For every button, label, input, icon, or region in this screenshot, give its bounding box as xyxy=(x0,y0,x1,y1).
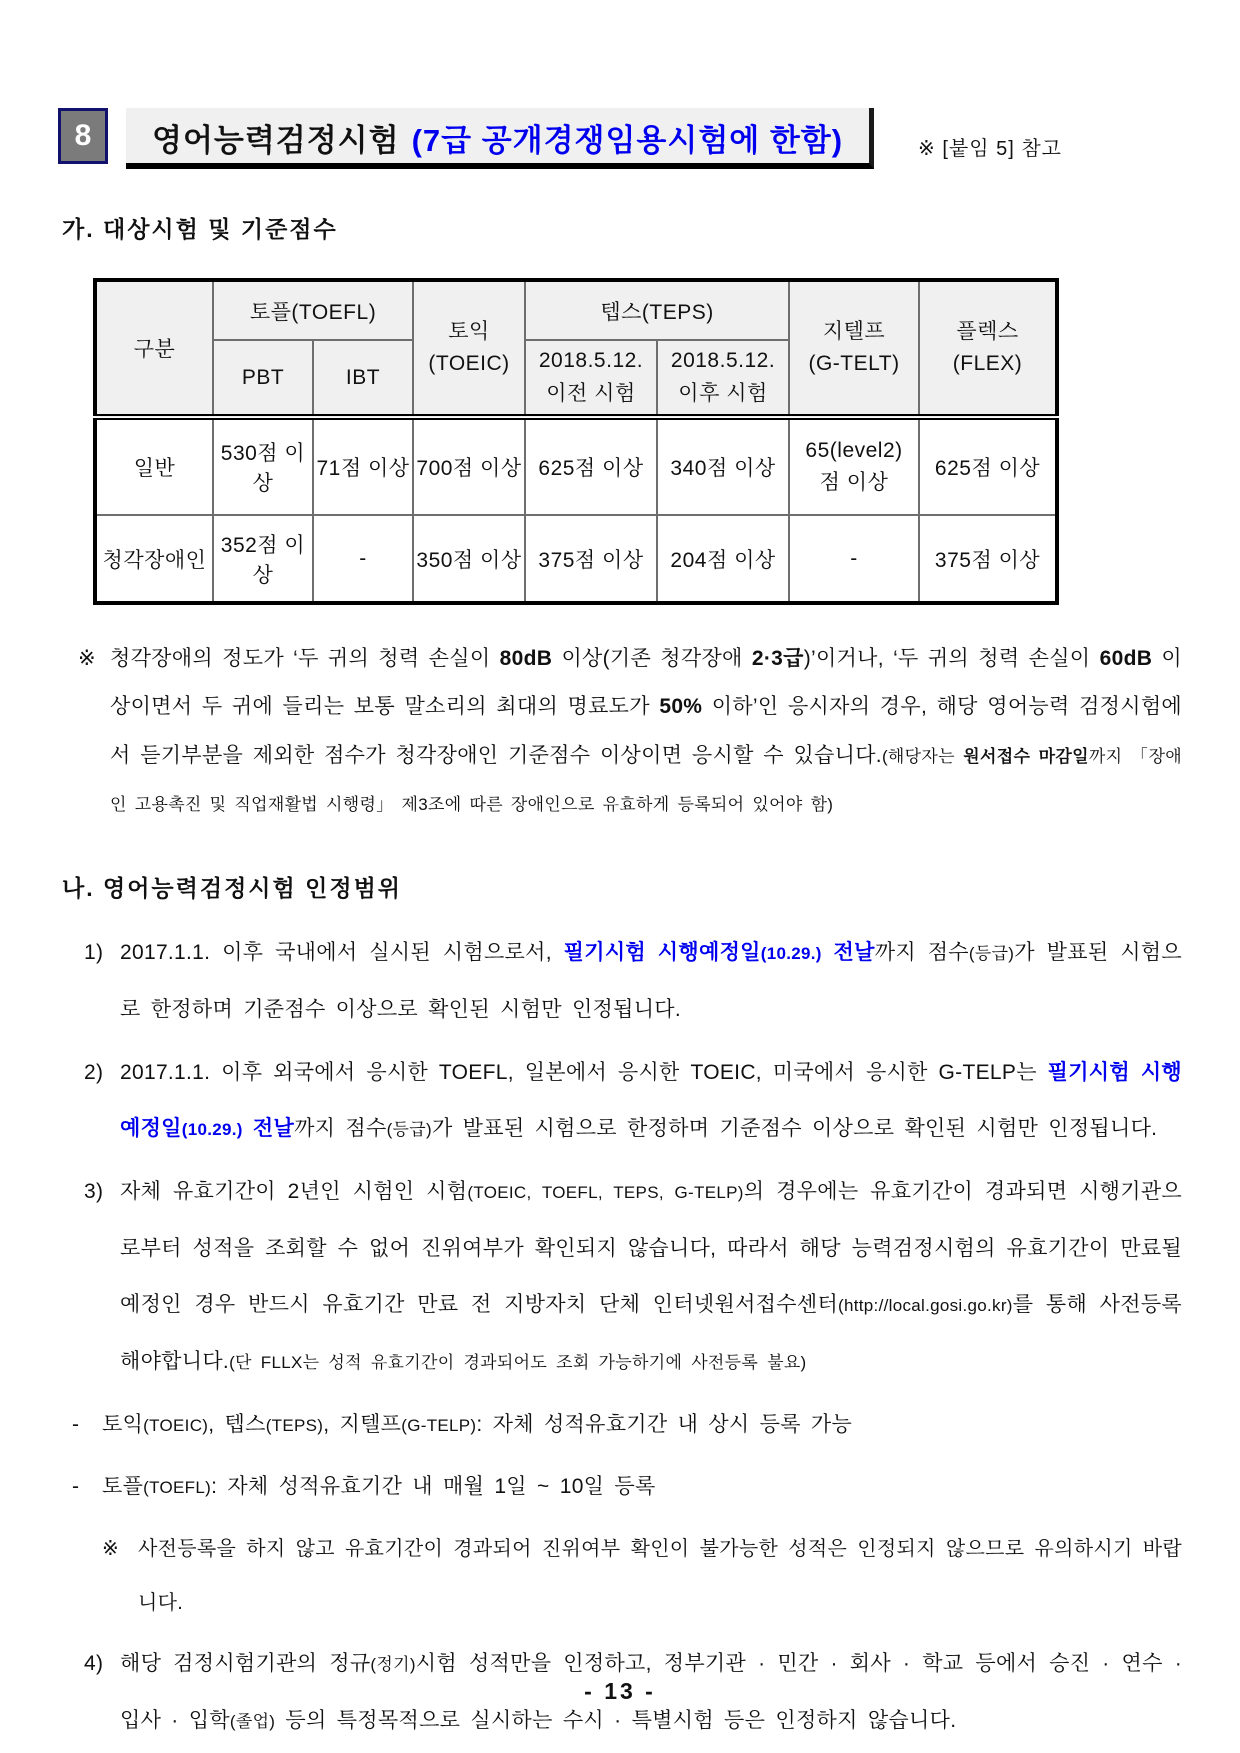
col-header-ibt: IBT xyxy=(313,340,413,417)
cell-teps-after: 204점 이상 xyxy=(657,515,789,603)
col-header-pbt: PBT xyxy=(213,340,313,417)
section-number-box xyxy=(58,108,108,164)
col-header-gtelt-line2: (G-TELT) xyxy=(808,352,900,376)
criteria-table xyxy=(93,278,1059,605)
row-label: 일반 xyxy=(95,417,213,515)
cell-gtelt-line1: 65(level2) xyxy=(805,438,903,462)
subsection-b-heading: 나. 영어능력검정시험 인정범위 xyxy=(62,875,403,902)
cell-toeic: 700점 이상 xyxy=(413,417,525,515)
cell-toefl-ibt: - xyxy=(313,515,413,603)
col-header-toeic-line2: (TOEIC) xyxy=(428,352,510,376)
asterisk-marker: ※ xyxy=(78,647,96,671)
cell-toefl-pbt: 530점 이상 xyxy=(213,417,313,515)
cell-gtelt: - xyxy=(789,515,919,603)
section-header xyxy=(58,108,1200,169)
col-header-flex xyxy=(919,280,1057,417)
attachment-reference-note: ※ [붙임 5] 참고 xyxy=(918,138,1062,160)
section-title-qualifier: (7급 공개경쟁임용시험에 한함) xyxy=(411,123,844,158)
cell-teps-after: 340점 이상 xyxy=(657,417,789,515)
col-header-toeic xyxy=(413,280,525,417)
cell-toeic: 350점 이상 xyxy=(413,515,525,603)
page-number: - 13 - xyxy=(584,1678,656,1704)
dash-item-toefl: - 토플(TOEFL): 자체 성적유효기간 내 매월 1일 ~ 10일 등록 xyxy=(58,1459,1182,1516)
table-row-hearing-impaired xyxy=(95,515,1057,603)
row-label: 청각장애인 xyxy=(95,515,213,603)
section-title-bar xyxy=(126,108,874,169)
exam-date-highlight: 필기시험 시행예정일 xyxy=(120,1060,1183,1141)
col-header-flex-line1: 플렉스 xyxy=(956,319,1019,343)
cell-teps-before: 625점 이상 xyxy=(525,417,657,515)
col-header-teps-after-line1: 2018.5.12. xyxy=(670,349,776,372)
cell-toefl-pbt: 352점 이상 xyxy=(213,515,313,603)
pre-registration-warning: ※ 사전등록을 하지 않고 유효기간이 경과되어 진위여부 확인이 불가능한 성적은 인정되지 않으므로 유의하시기 바랍니다. xyxy=(58,1522,1182,1630)
col-header-flex-line2: (FLEX) xyxy=(952,352,1023,376)
col-header-toeic-line1: 토익 xyxy=(448,319,490,343)
section-number: 8 xyxy=(74,119,92,152)
cell-teps-before: 375점 이상 xyxy=(525,515,657,603)
asterisk-marker: ※ xyxy=(102,1538,120,1561)
hearing-impairment-note: ※ 청각장애의 정도가 ‘두 귀의 청력 손실이 80dB 이상(기존 청각장애 2·3급)’이거나, ‘두 귀의 청력 손실이 60dB 이상이면서 두 귀에 들리는 보통 말소리의 최대의 명료도가 50% 이하’인 응시자의 경우, 해당 영어능력 검정시험에서 듣기부분을 제외한 점수가 청각장애인 기준점수 이상이면 응시할 수 있습니다.(해당자는 원서접수 마감일까지 「장애인 고용촉진 및 직업재활법 시행령」 제3조에 따른 장애인으로 유효하게 등록되어 있어야 함) xyxy=(58,635,1182,828)
item-marker: 4) xyxy=(84,1652,104,1676)
cell-toefl-ibt: 71점 이상 xyxy=(313,417,413,515)
item-marker: 1) xyxy=(84,941,104,965)
col-header-teps-before xyxy=(525,340,657,417)
cell-gtelt-line2: 점 이상 xyxy=(819,471,889,495)
cell-gtelt xyxy=(789,417,919,515)
col-header-teps-after-line2: 이후 시험 xyxy=(678,381,768,405)
col-header-teps-after xyxy=(657,340,789,417)
criteria-table-wrapper xyxy=(93,278,1240,605)
col-header-teps-before-line1: 2018.5.12. xyxy=(538,349,644,372)
section-title: 영어능력검정시험 xyxy=(152,123,400,158)
dash-marker: - xyxy=(72,1475,80,1499)
registration-url: (http://local.gosi.go.kr) xyxy=(838,1296,1013,1316)
list-item-2: 2) 2017.1.1. 이후 외국에서 응시한 TOEFL, 일본에서 응시한 TOEIC, 미국에서 응시한 G-TELP는 필기시험 시행예정일(10.29.) 전날까지 점수(등급)가 발표된 시험으로 한정하며 기준점수 이상으로 확인된 시험만 인정됩니다. xyxy=(58,1045,1182,1158)
col-header-teps-before-line2: 이전 시험 xyxy=(546,381,636,405)
note-text: 청각장애의 정도가 ‘두 귀의 청력 손실이 xyxy=(110,647,500,671)
cell-flex: 375점 이상 xyxy=(919,515,1057,603)
table-row-general xyxy=(95,417,1057,515)
col-header-gtelt xyxy=(789,280,919,417)
list-item-1: 1) 2017.1.1. 이후 국내에서 실시된 시험으로서, 필기시험 시행예정일(10.29.) 전날까지 점수(등급)가 발표된 시험으로 한정하며 기준점수 이상으로 확인된 시험만 인정됩니다. xyxy=(58,925,1182,1038)
dash-marker: - xyxy=(72,1412,80,1436)
col-header-toefl: 토플(TOEFL) xyxy=(213,280,413,340)
list-item-4: 4) 해당 검정시험기관의 정규(정기)시험 성적만을 인정하고, 정부기관 · 민간 · 회사 · 학교 등에서 승진 · 연수 · 입사 · 입학(졸업) 등의 특정목적으로 실시하는 수시 · 특별시험 등은 인정하지 않습니다. xyxy=(58,1636,1182,1749)
col-header-teps: 텝스(TEPS) xyxy=(525,280,789,340)
item-marker: 2) xyxy=(84,1060,104,1084)
col-header-gtelt-line1: 지텔프 xyxy=(822,319,886,343)
list-item-3: 3) 자체 유효기간이 2년인 시험인 시험(TOEIC, TOEFL, TEPS, G-TELP)의 경우에는 유효기간이 경과되면 시행기관으로부터 성적을 조회할 수 없어 진위여부가 확인되지 않습니다, 따라서 해당 능력검정시험의 유효기간이 만료될 예정인 경우 반드시 유효기간 만료 전 지방자치 단체 인터넷원서접수센터(http://local.gosi.go.kr)를 통해 사전등록 해야합니다.(단 FLLX는 성적 유효기간이 경과되어도 조회 가능하기에 사전등록 불요) xyxy=(58,1164,1182,1391)
exam-date-highlight: 필기시험 시행예정일 xyxy=(563,941,761,965)
subsection-a-heading: 가. 대상시험 및 기준점수 xyxy=(62,216,338,242)
col-header-gubun: 구분 xyxy=(95,280,213,417)
cell-flex: 625점 이상 xyxy=(919,417,1057,515)
item-marker: 3) xyxy=(84,1180,104,1204)
dash-item-toeic-teps-gtelp: - 토익(TOEIC), 텝스(TEPS), 지텔프(G-TELP): 자체 성적유효기간 내 상시 등록 가능 xyxy=(58,1397,1182,1454)
